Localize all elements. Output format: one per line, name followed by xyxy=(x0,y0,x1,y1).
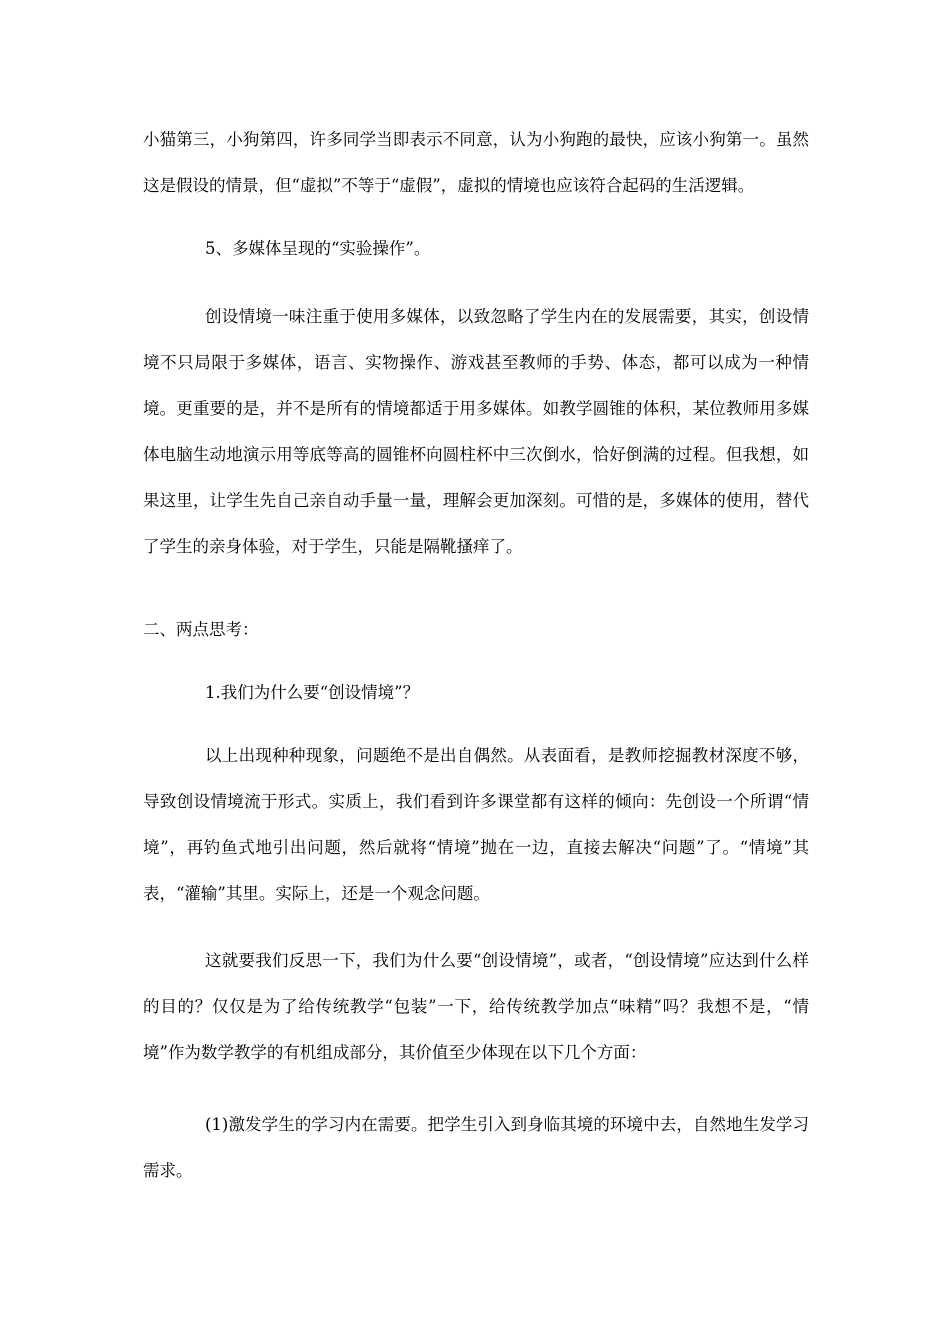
paragraph-continuation: 小猫第三，小狗第四，许多同学当即表示不同意，认为小狗跑的最快，应该小狗第一。虽然这是假设的情景，但“虚拟”不等于“虚假”，虚拟的情境也应该符合起码的生活逻辑。 xyxy=(143,130,809,195)
paragraph-multimedia: 创设情境一味注重于使用多媒体，以致忽略了学生内在的发展需要，其实，创设情境不只局限于多媒体，语言、实物操作、游戏甚至教师的手势、体态，都可以成为一种情境。更重要的是，并不是所有的情境都适于用多媒体。如教学圆锥的体积，某位教师用多媒体电脑生动地演示用等底等高的圆锥杯向圆柱杯中三次倒水，恰好倒满的过程。但我想，如果这里，让学生先自己亲自动手量一量，理解会更加深刻。可惜的是，多媒体的使用，替代了学生的亲身体验，对于学生，只能是隔靴搔痒了。 xyxy=(143,307,809,556)
paragraph-phenomena: 以上出现种种现象，问题绝不是出自偶然。从表面看，是教师挖掘教材深度不够，导致创设情境流于形式。实质上，我们看到许多课堂都有这样的倾向：先创设一个所谓“情境”，再钓鱼式地引出问题，然后就将“情境”抛在一边，直接去解决“问题”了。“情境”其表，“灌输”其里。实际上，还是一个观念问题。 xyxy=(143,746,809,903)
section-heading-two: 二、两点思考： xyxy=(143,620,259,639)
list-item-1: (1)激发学生的学习内在需要。把学生引入到身临其境的环境中去，自然地生发学习需求。 xyxy=(143,1115,809,1180)
section-item-5: 5、多媒体呈现的“实验操作”。 xyxy=(205,239,431,258)
subheading-why-create-situation: 1.我们为什么要“创设情境”？ xyxy=(205,683,420,702)
paragraph-reflection: 这就要我们反思一下，我们为什么要“创设情境”，或者，“创设情境”应达到什么样的目的？仅仅是为了给传统教学“包装”一下，给传统教学加点“味精”吗？我想不是，“情境”作为数学教学的有机组成部分，其价值至少体现在以下几个方面： xyxy=(143,951,809,1062)
